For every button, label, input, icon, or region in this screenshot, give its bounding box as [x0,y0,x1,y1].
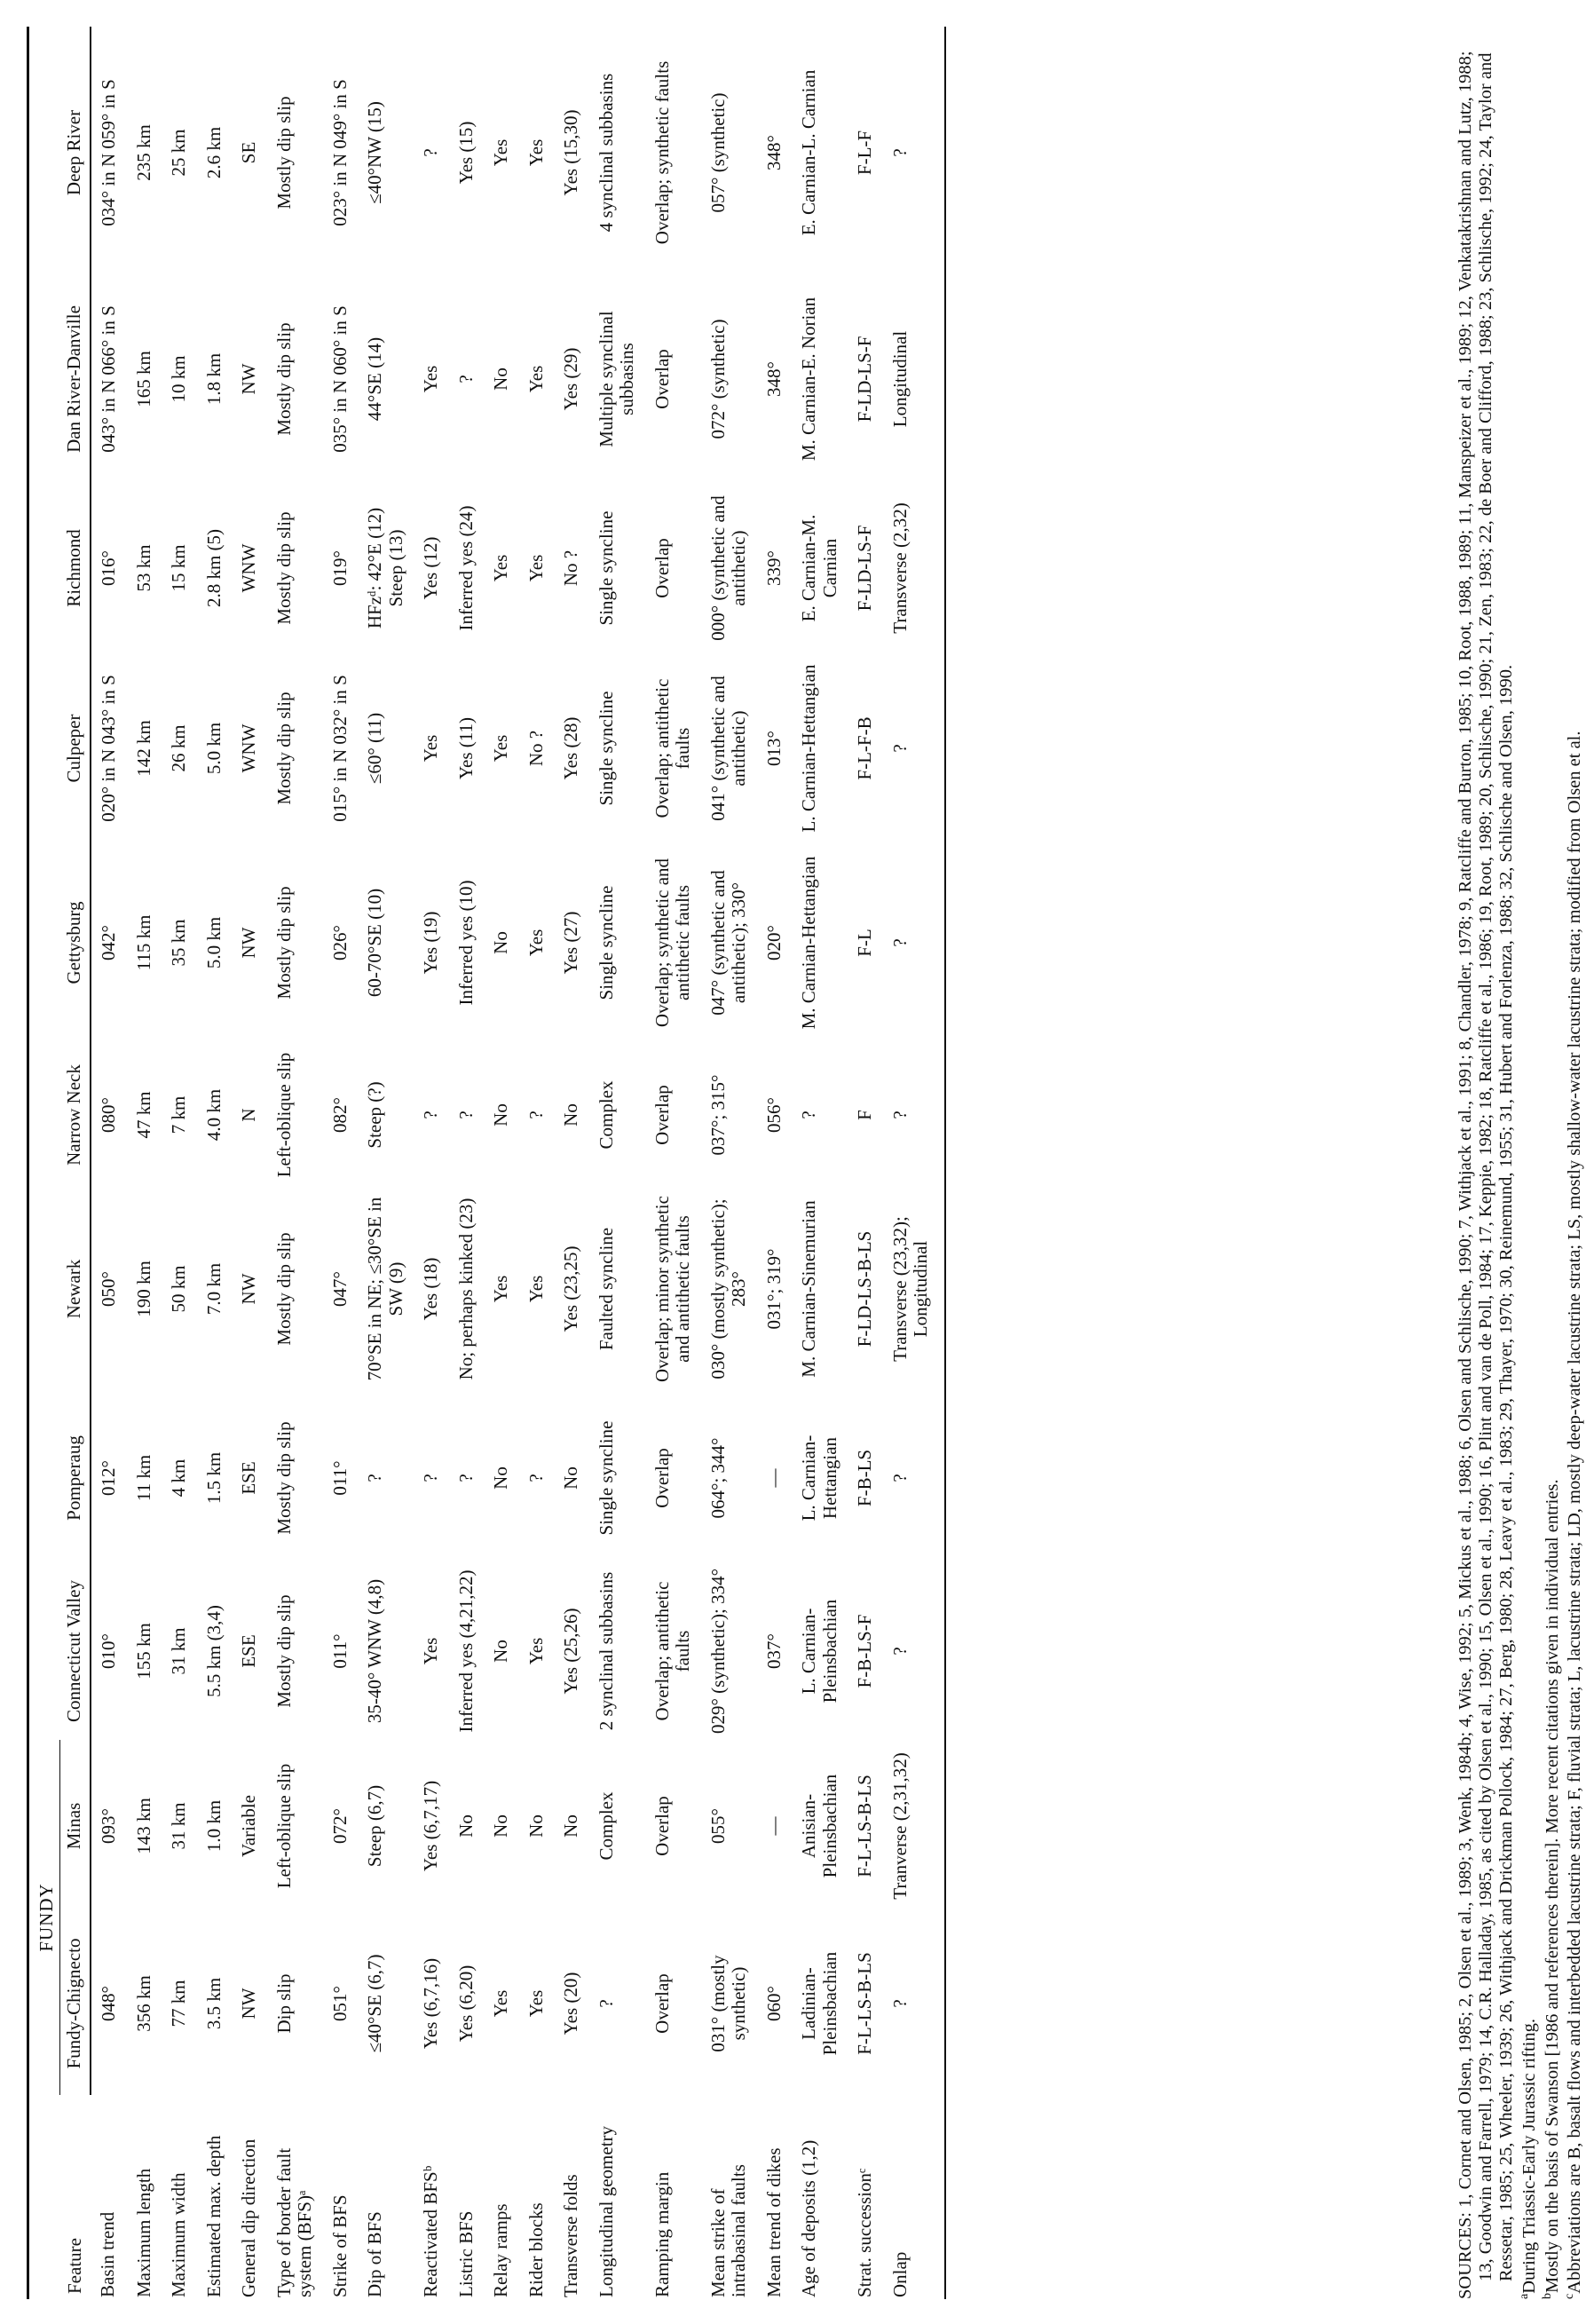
table-cell: Yes (27) [560,911,582,975]
table-cell: ? [595,1999,617,2008]
column-header: Connecticut Valley [59,1562,91,1740]
table-cell: F-L-LS-B-LS [854,1952,876,2055]
table-cell: Ladinian-Pleinsbachian [798,1951,840,2056]
table-cell: ESE [238,1634,260,1668]
footnote-a [1518,27,1540,2299]
table-cell: No [490,1640,512,1663]
table-cell: Yes (20) [560,1972,582,2035]
table-cell: L. Carnian-Hettangian [798,664,820,833]
table-row [449,27,485,2299]
table-cell: Single syncline [595,885,617,1000]
table-cell: Overlap; synthetic and antithetic faults [651,858,694,1028]
table-cell: ≤40°NW (15) [364,101,386,204]
table-cell: 000° (synthetic and antithetic) [706,495,750,641]
table-cell: Multiple synclinal subbasins [595,311,638,447]
table-cell: — [762,1816,785,1836]
table-cell: ? [420,1474,442,1482]
table-cell: 042° [98,925,120,960]
table-cell: Yes [525,929,547,957]
table-row [358,27,414,2299]
table-cell: 031° (mostly synthetic) [706,1955,750,2052]
table-cell: Yes (29) [560,347,582,411]
table-cell: 048° [98,1986,120,2021]
table-cell: Yes (12) [420,536,442,600]
table-cell: 029° (synthetic); 334° [706,1569,729,1734]
table-cell: 2 synclinal subbasins [595,1571,617,1731]
table-cell: 041° (synthetic and antithetic) [706,676,750,821]
table-cell: Yes (6,7,16) [420,1957,442,2050]
table-row [267,27,323,2299]
table-row [701,27,757,2299]
table-cell: Inferred yes (10) [454,880,477,1006]
table-cell: Overlap [651,1796,673,1856]
table-notes [1456,27,1586,2299]
table-cell: M. Carnian-Hettangian [798,856,820,1030]
table-cell: 035° in N 060° in S [328,305,351,453]
table-cell: Mostly dip slip [272,886,295,1000]
table-cell: 047° [328,1271,351,1307]
table-cell: ? [883,1562,945,1740]
table-cell: 5.0 km [202,916,225,969]
column-header: Fundy-Chignecto [59,1912,91,2095]
table-cell: Tranverse (2,31,32) [883,1740,945,1912]
column-header: Richmond [59,479,91,657]
table-cell: Left-oblique slip [272,1763,295,1889]
row-feature-label: Basin trend [97,2211,119,2297]
table-cell: 030° (mostly synthetic); 283° [706,1198,750,1379]
row-feature-label: Listric BFS [454,2210,477,2297]
table-cell: Variable [238,1795,260,1857]
row-feature-label: Transverse folds [560,2174,582,2297]
table-cell: ? [883,840,945,1046]
table-cell: ≤40°SE (6,7) [364,1954,386,2053]
column-header: Narrow Neck [59,1046,91,1184]
table-cell: 190 km [132,1261,154,1317]
table-cell: L. Carnian-Pleinsbachian [798,1599,840,1703]
feature-column-header: Feature [28,2095,91,2299]
table-cell: Transverse (23,32); Longitudinal [883,1184,945,1394]
group-header-row [28,27,60,2299]
table-cell: 7 km [168,1095,190,1134]
table-cell: Yes (15) [454,121,477,185]
table-row [519,27,555,2299]
table-cell: NW [238,927,260,959]
footnote-c-marker: c [1563,2293,1577,2299]
table-cell: Yes [525,1275,547,1303]
table-cell: ? [883,657,945,840]
table-row [484,27,519,2299]
table-cell: E. Carnian-L. Carnian [798,69,820,236]
table-cell: Overlap; antithetic faults [651,1581,694,1721]
table-cell: Yes (18) [420,1257,442,1321]
table-cell: 051° [328,1986,351,2021]
table-cell: 26 km [168,724,190,772]
table-cell: Yes [420,365,442,393]
table-row [323,27,359,2299]
table-cell: Yes (11) [454,717,477,780]
table-cell: WNW [238,723,260,773]
table-cell: ? [454,1111,477,1119]
table-cell: 44°SE (14) [364,336,386,422]
table-row [757,27,793,2299]
table-cell: Yes (19) [420,911,442,975]
table-cell: Overlap [651,1448,673,1508]
table-cell: 115 km [132,914,154,971]
table-cell: 012° [98,1460,120,1496]
table-cell: No [490,1103,512,1126]
table-cell: 70°SE in NE; ≤30°SE in SW (9) [364,1197,406,1381]
table-cell: 093° [98,1808,120,1844]
table-cell: Dip slip [272,1973,295,2034]
table-cell: 072° [328,1808,351,1844]
row-feature-label: Estimated max. depth [202,2135,225,2297]
table-cell: NW [238,1988,260,2020]
table-cell: F-L [854,929,876,957]
footnote-a-marker: a [1517,2293,1531,2299]
table-cell: 020° [762,925,785,960]
table-cell: 013° [762,731,785,766]
sources-note: SOURCES: 1, Cornet and Olsen, 1985; 2, Olsen et al., 1989; 3, Wenk, 1984b; 4, Wise, 1992; 5, Mickus et al., 1988; 6, Olsen and Schlische, 1990; 7, Withjack et al., 1991; 8, Chandler, 1978; 9, Ratcliffe and Burton, 1985; 10, Root, 1988, 1989; 11, Manspeizer et al., 1989; 12, Venkatakrishnan and Lutz, 1988; 13, Goodwin and Farrell, 1979; 14, C.R. Halladay, 1985, as cited by Olsen et al., 1990; 15, Olsen et al., 1990; 16, Plint and van de Poll, 1984; 17, Keppie, 1982; 18, Ratcliffe et al., 1986; 19, Root, 1989; 20, Schlische, 1990; 21, Zen, 1983; 22, de Boer and Clifford, 1988; 23, Schlische, 1992; 24, Taylor and Ressetar, 1985; 25, Wheeler, 1939; 26, Withjack and Drickman Pollock, 1984; 27, Berg, 1980; 28, Leavy et al., 1983; 29, Thayer, 1970; 30, Reinemund, 1955; 31, Hubert and Forlenza, 1988; 32, Schlische and Olsen, 1990. [1456,51,1516,2299]
table-cell: Mostly dip slip [272,322,295,436]
table-cell: 60-70°SE (10) [364,888,386,998]
table-row [883,27,945,2299]
table-cell: ? [798,1111,820,1119]
table-cell: Yes [420,1637,442,1665]
table-cell: ? [420,1111,442,1119]
table-cell: ? [364,1474,386,1482]
table-cell: 016° [98,550,120,586]
table-cell: ? [420,148,442,157]
table-cell: Inferred yes (24) [454,505,477,631]
table-row [232,27,267,2299]
row-feature-label: Strat. successionᶜ [854,2168,876,2297]
row-feature-label: Mean strike of intrabasinal faults [706,2164,750,2297]
table-cell: 011° [328,1460,351,1496]
table-cell: 31 km [168,1627,190,1675]
table-cell: 339° [762,550,785,586]
table-row [554,27,589,2299]
table-cell: 056° [762,1097,785,1133]
table-cell: ? [454,375,477,383]
table-cell: Complex [595,1080,617,1150]
table-cell: 165 km [132,351,154,407]
table-cell: Complex [595,1791,617,1861]
table-cell: 10 km [168,355,190,403]
table-row [792,27,848,2299]
table-cell: ? [883,1912,945,2095]
table-cell: ? [454,1474,477,1482]
table-cell: Inferred yes (4,21,22) [454,1569,477,1733]
column-header: Pomperaug [59,1394,91,1562]
table-cell: Yes [525,1989,547,2018]
table-cell: 143 km [132,1798,154,1854]
table-cell: Yes [525,365,547,393]
table-cell: 034° in N 059° in S [98,79,120,226]
row-feature-label: Mean trend of dikes [762,2147,785,2297]
table-cell: Yes [490,138,512,167]
row-feature-label: Dip of BFS [364,2211,386,2297]
table-cell: Overlap [651,1973,673,2034]
rift-basin-table [27,27,946,2299]
table-cell: Steep (6,7) [364,1784,386,1868]
table-cell: 023° in N 049° in S [328,79,351,226]
table-row [589,27,645,2299]
footnote-b-marker: b [1540,2293,1554,2299]
table-cell: 011° [328,1633,351,1669]
table-cell: Yes (6,20) [454,1964,477,2043]
table-cell: 5.5 km (3,4) [202,1605,225,1697]
column-header: Minas [59,1740,91,1912]
table-cell: 25 km [168,129,190,177]
group-header-spacer [28,27,60,1740]
table-cell: 5.0 km [202,722,225,775]
table-cell: 142 km [132,720,154,777]
table-row [414,27,449,2299]
table-cell: N [238,1108,260,1122]
column-header: Culpeper [59,657,91,840]
table-cell: 31 km [168,1802,190,1850]
table-cell: Overlap [651,538,673,598]
table-cell: 020° in N 043° in S [98,675,120,822]
table-cell: Longitudinal [883,279,945,479]
row-feature-label: General dip direction [238,2138,260,2297]
table-cell: Single syncline [595,691,617,806]
table-cell: No [490,1466,512,1490]
table-cell: No [490,1814,512,1838]
table-cell: ? [525,1474,547,1482]
table-cell: Yes [490,1275,512,1303]
row-feature-label: Onlap [883,2095,945,2299]
table-cell: SE [238,141,260,164]
table-cell: ? [525,1111,547,1119]
table-cell: No [454,1814,477,1838]
table-body [91,27,945,2299]
table-row [127,27,162,2299]
column-header-row [59,27,91,2299]
table-cell: 7.0 km [202,1262,225,1316]
table-cell: 35-40° WNW (4,8) [364,1578,386,1724]
table-cell: 057° (synthetic) [706,92,729,213]
table-cell: — [762,1468,785,1488]
table-cell: Mostly dip slip [272,1594,295,1708]
table-cell: No [560,1466,582,1490]
table-cell: Single syncline [595,510,617,626]
table-cell: 348° [762,361,785,397]
table-cell: F-L-LS-B-LS [854,1775,876,1877]
row-feature-label: Strike of BFS [328,2194,351,2297]
table-cell: 037° [762,1633,785,1669]
table-cell: Yes (15,30) [560,109,582,196]
table-cell: ≤60° (11) [364,712,386,785]
row-feature-label: Age of deposits (1,2) [798,2139,820,2297]
table-cell: HFzᵈ: 42°E (12) Steep (13) [364,507,406,629]
row-feature-label: Maximum length [132,2168,154,2297]
table-cell: No [560,1103,582,1126]
table-cell: 35 km [168,919,190,967]
table-cell: 235 km [132,124,154,181]
table-cell: No [560,1814,582,1838]
table-cell: ? [883,27,945,279]
table-cell: 019° [328,550,351,586]
table-cell: Yes [490,734,512,763]
table-cell: 15 km [168,544,190,592]
table-cell: Yes [525,138,547,167]
table-cell: Left-oblique slip [272,1052,295,1178]
table-cell: Overlap [651,1085,673,1145]
table-cell: L. Carnian-Hettangian [798,1435,840,1522]
table-cell: F-B-LS [854,1449,876,1507]
table-cell: 2.8 km (5) [202,528,225,608]
table-cell: No; perhaps kinked (23) [454,1198,477,1380]
table-cell: M. Carnian-E. Norian [798,296,820,462]
table-cell: Steep (?) [364,1081,386,1149]
table-cell: 11 km [132,1454,154,1502]
table-row [848,27,883,2299]
table-cell: No [490,931,512,954]
table-cell: 026° [328,925,351,960]
table-cell: Overlap; synthetic faults [651,60,673,245]
table-cell: 047° (synthetic and antithetic); 330° [706,870,750,1016]
table-cell: ESE [238,1461,260,1495]
row-feature-label: Relay ramps [490,2203,512,2297]
table-cell: Yes [525,554,547,582]
table-row [645,27,701,2299]
table-cell: F-L-F [854,130,876,176]
table-cell: Mostly dip slip [272,1421,295,1535]
table-cell: 155 km [132,1623,154,1680]
table-cell: 015° in N 032° in S [328,675,351,822]
table-cell: 356 km [132,1975,154,2032]
table-cell: 072° (synthetic) [706,319,729,439]
row-feature-label: Type of border fault system (BFS)ᵃ [272,2147,316,2297]
footnote-a-text: During Triassic-Early Jurassic rifting. [1519,2019,1539,2294]
table-cell: Yes [490,1989,512,2018]
table-cell: Yes [525,1637,547,1665]
table-cell: 010° [98,1633,120,1669]
table-cell: No [490,368,512,391]
column-header: Newark [59,1184,91,1394]
footnote-c [1563,27,1585,2299]
row-feature-label: Rider blocks [525,2202,547,2297]
table-cell: Mostly dip slip [272,692,295,805]
table-cell: E. Carnian-M. Carnian [798,514,840,622]
table-cell: Mostly dip slip [272,511,295,625]
table-cell: Mostly dip slip [272,96,295,209]
table-cell: 1.5 km [202,1451,225,1505]
column-header: Deep River [59,27,91,279]
fundy-group-header: FUNDY [28,1740,60,2095]
table-cell: No [525,1814,547,1838]
column-header: Gettysburg [59,840,91,1046]
table-cell: Mostly dip slip [272,1232,295,1346]
row-feature-label: Reactivated BFSᵇ [420,2165,442,2297]
table-cell: No ? [525,730,547,767]
table-cell: F-LD-LS-F [854,525,876,612]
table-cell: NW [238,363,260,395]
table-cell: Yes (25,26) [560,1608,582,1695]
table-cell: 1.0 km [202,1799,225,1853]
table-cell: 2.6 km [202,126,225,179]
table-cell: Overlap; antithetic faults [651,678,694,818]
table-cell: 1.8 km [202,352,225,406]
table-cell: Single syncline [595,1420,617,1536]
table-cell: Yes (6,7,17) [420,1780,442,1872]
table-cell: 3.5 km [202,1977,225,2030]
table-cell: 4.0 km [202,1088,225,1142]
table-row [197,27,233,2299]
table-cell: F [854,1110,876,1120]
row-feature-label: Longitudinal geometry [595,2125,617,2297]
table-cell: 082° [328,1097,351,1133]
table-cell: F-LD-LS-F [854,336,876,423]
table-cell: 47 km [132,1091,154,1139]
table-cell: 043° in N 066° in S [98,305,120,453]
table-cell: Overlap [651,349,673,409]
table-cell: Yes (28) [560,716,582,780]
table-cell: No ? [560,549,582,587]
table-cell: M. Carnian-Sinemurian [798,1200,820,1378]
table-cell: 050° [98,1271,120,1307]
table-cell: 031°; 319° [762,1248,785,1330]
table-cell: WNW [238,543,260,593]
table-cell: Overlap; minor synthetic and antithetic faults [651,1196,694,1382]
row-feature-label: Maximum width [168,2172,190,2297]
table-cell: 77 km [168,1980,190,2028]
table-cell: 037°; 315° [706,1074,729,1156]
row-feature-label: Ramping margin [651,2171,673,2297]
table-cell: 4 km [168,1458,190,1498]
footnote-b [1541,27,1563,2299]
table-cell: 53 km [132,544,154,592]
table-cell: ? [883,1394,945,1562]
table-cell: F-LD-LS-B-LS [854,1230,876,1348]
table-cell: F-B-LS-F [854,1614,876,1688]
table-row [91,27,127,2299]
table-cell: Yes [490,554,512,582]
table-cell: 060° [762,1986,785,2021]
table-cell: ? [883,1046,945,1184]
table-cell: Yes (23,25) [560,1245,582,1332]
table-row [162,27,197,2299]
table-cell: F-L-F-B [854,716,876,780]
table-cell: NW [238,1273,260,1305]
table-cell: 50 km [168,1265,190,1313]
table-cell: 4 synclinal subbasins [595,73,617,233]
table-cell: Anisian-Pleinsbachian [798,1774,840,1878]
table-cell: 348° [762,135,785,170]
table-cell: Transverse (2,32) [883,479,945,657]
column-header: Dan River-Danville [59,279,91,479]
footnote-b-text: Mostly on the basis of Swanson [1986 and references therein]. More recent citations given in individual entries. [1542,1479,1562,2293]
table-cell: 080° [98,1097,120,1133]
table-cell: Faulted syncline [595,1227,617,1351]
table-cell: Yes [420,734,442,763]
table-cell: 055° [706,1808,729,1844]
table-cell: 064°; 344° [706,1437,729,1519]
footnote-c-text: Abbreviations are B, basalt flows and interbedded lacustrine strata; F, fluvial strata; L, lacustrine strata; LD, mostly deep-water lacustrine strata; LS, mostly shallow-water lacustrine strata; modified from Olsen et al. [1565,731,1585,2294]
